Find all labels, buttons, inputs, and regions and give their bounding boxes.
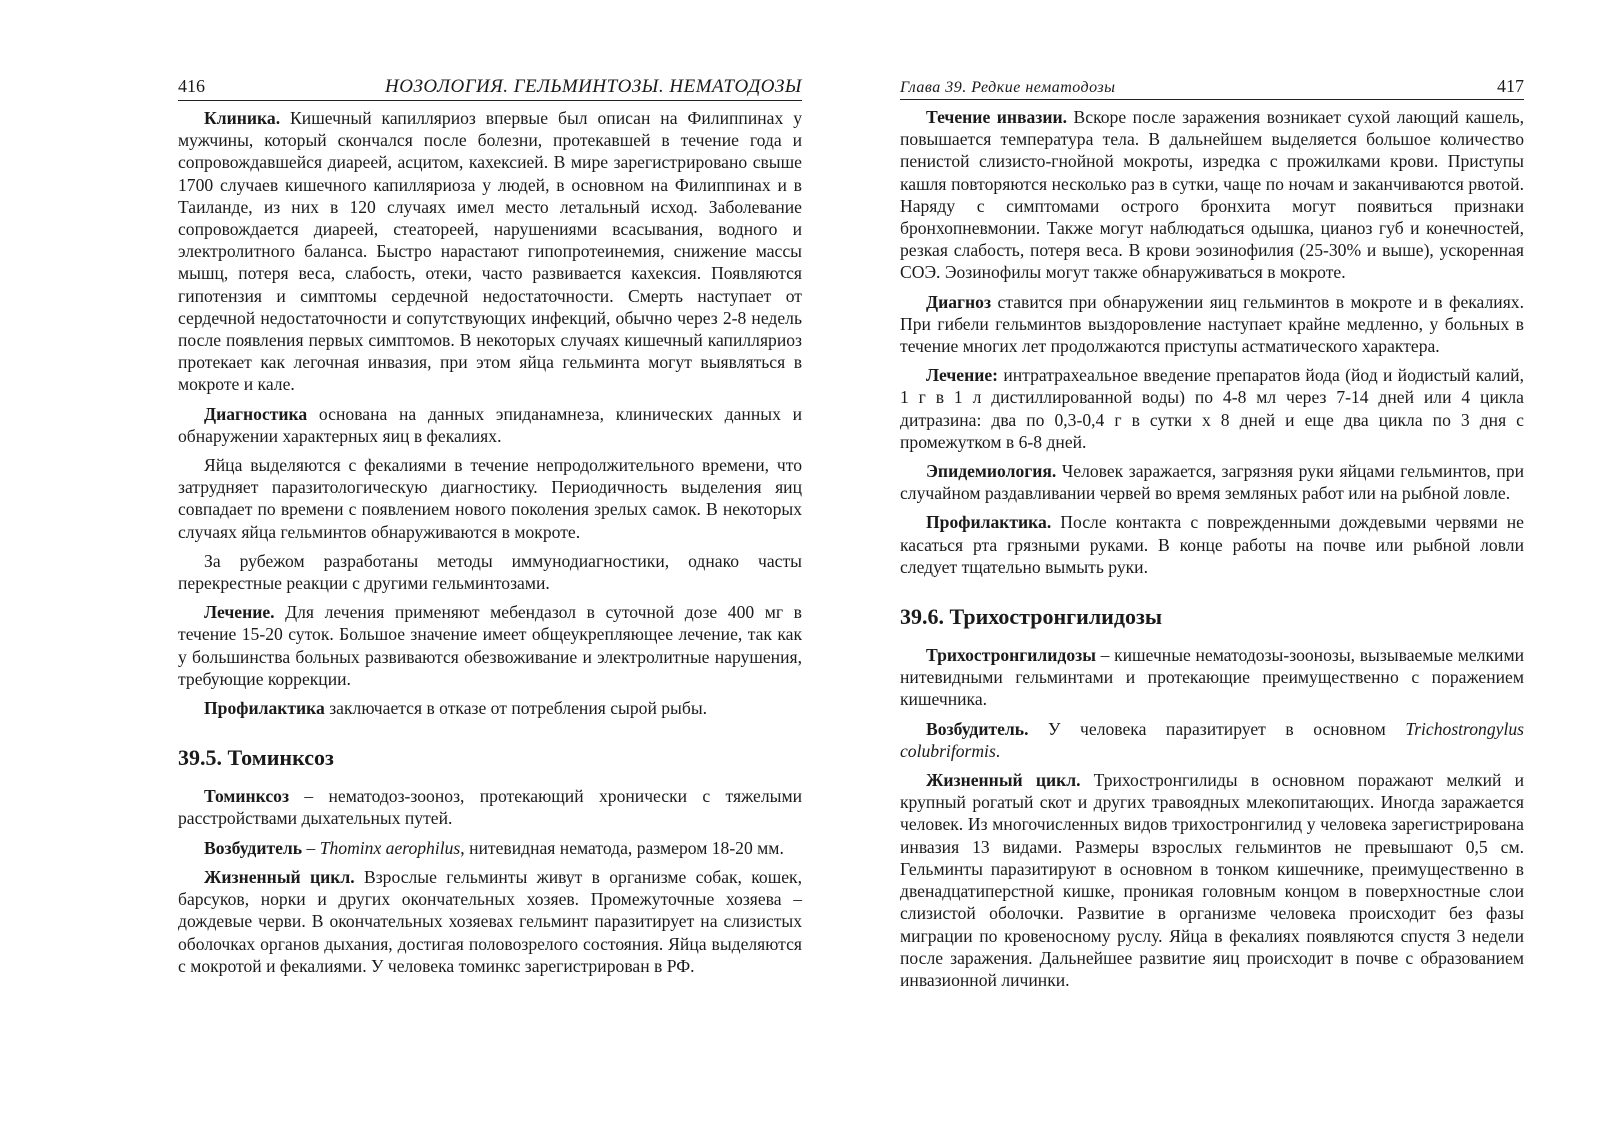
left-page [178,76,802,984]
paragraph-eggs: Яйца выделяются с фекалиями в течение непродолжительного времени, что затрудняет паразитологическую диагностику. Периодичность выделения яиц совпадает по времени с появлением нового поколения зрелых самок. В некоторых случаях яйца гельминтов обнаруживаются в мокроте. [178,455,802,542]
paragraph-treatment: Лечение: интратрахеальное введение препаратов йода (йод и йодистый калий, 1 г в 1 л дистиллированной воды) по 4-8 мл через 7-14 дней или 4 цикла дитразина: два по 0,3-0,4 г в сутки х 8 дней и еще два цикла по 3 дня с промежутком в 6-8 дней. [900,365,1524,452]
running-title: НОЗОЛОГИЯ. ГЕЛЬМИНТОЗЫ. НЕМАТОДОЗЫ [385,76,802,97]
paragraph-treatment: Лечение. Для лечения применяют мебендазол в суточной дозе 400 мг в течение 15-20 суток. Большое значение имеет общеукрепляющее лечение, так как у большинства больных развиваются обезвоживание и электролитные нарушения, требующие коррекции. [178,602,802,689]
paragraph-diagnostics: Диагностика основана на данных эпиданамнеза, клинических данных и обнаружении характерных яиц в фекалиях. [178,403,802,446]
paragraph-diagnosis: Диагноз ставится при обнаружении яиц гельминтов в мокроте и в фекалиях. При гибели гельминтов выздоровление наступает крайне медленно, у больных в течение многих лет продолжаются приступы астматического характера. [900,291,1524,357]
paragraph-life-cycle: Жизненный цикл. Трихостронгилиды в основном поражают мелкий и крупный рогатый скот и других травоядных млекопитающих. Иногда заражается человек. Из многочисленных видов трихостронгилид у человека зарегистрирована инвазия 13 видами. Размеры взрослых гельминтов не превышают 0,5 см. Гельминты паразитируют в основном в тонком кишечнике, преимущественно в двенадцатиперстной кишке, проникая головным концом в поверхностные слои слизистой оболочки. Развитие в организме человека происходит без фазы миграции по кровеносному руслу. Яйца в фекалиях появляются спустя 3 недели после заражения. Дальнейшее развитие яиц происходит в почве с образованием инвазионной личинки. [900,770,1524,990]
left-page-header [178,76,802,101]
paragraph-immunodiagnostics: За рубежом разработаны методы иммунодиагностики, однако часты перекрестные реакции с другими гельминтозами. [178,550,802,594]
right-page-header [900,76,1524,100]
paragraph-prophylaxis: Профилактика. После контакта с поврежденными дождевыми червями не касаться рта грязными руками. В конце работы на почве или рыбной ловли следует тщательно вымыть руки. [900,512,1524,577]
paragraph-definition: Трихостронгилидозы – кишечные нематодозы-зоонозы, вызываемые мелкими нитевидными гельминтами и протекающие преимущественно с поражением кишечника. [900,645,1524,710]
page-number: 416 [178,76,205,96]
paragraph-epidemiology: Эпидемиология. Человек заражается, загрязняя руки яйцами гельминтов, при случайном раздавливании червей во время земляных работ или на рыбной ловле. [900,461,1524,504]
paragraph-prophylaxis: Профилактика заключается в отказе от потребления сырой рыбы. [204,698,708,719]
section-heading: 39.6. Трихостронгилидозы [900,604,1162,630]
paragraph-definition: Томинксоз – нематодоз-зооноз, протекающий хронически с тяжелыми расстройствами дыхательных путей. [178,786,802,829]
paragraph-course: Течение инвазии. Вскоре после заражения возникает сухой лающий кашель, повышается температура тела. В дальнейшем выделяется большое количество пенистой слизисто-гнойной мокроты, изредка с прожилками крови. Приступы кашля повторяются несколько раз в сутки, чаще по ночам и заканчиваются рвотой. Наряду с симптомами острого бронхита могут появиться признаки бронхопневмонии. Также могут наблюдаться одышка, цианоз губ и конечностей, резкая слабость, потеря веса. В крови эозинофилия (25-30% и выше), ускоренная СОЭ. Эозинофилы могут также обнаруживаться в мокроте. [900,107,1524,283]
running-title: Глава 39. Редкие нематодозы [900,79,1116,96]
paragraph-pathogen: Возбудитель – Thominx aerophilus, нитевидная нематода, размером 18-20 мм. [204,837,784,858]
paragraph-pathogen: Возбудитель. У человека паразитирует в основном Trichostrongylus colubriformis. [900,718,1524,761]
section-heading: 39.5. Томинксоз [178,745,334,771]
paragraph-clinic: Клиника. Кишечный капилляриоз впервые был описан на Филиппинах у мужчины, который скончался после болезни, протекавшей в течение года и сопровождавшейся диареей, асцитом, кахексией. В мире зарегистрировано свыше 1700 случаев кишечного капилляриоза у людей, в основном на Филиппинах и в Таиланде, из них в 120 случаях имел место летальный исход. Заболевание сопровождается диареей, стеатореей, нарушениями всасывания, водного и электролитного баланса. Быстро нарастают гипопротеинемия, снижение массы мышц, потеря веса, слабость, отеки, часто развивается кахексия. Появляются гипотензия и симптомы сердечной недостаточности. Смерть наступает от сердечной недостаточности и сопутствующих инфекций, обычно через 2-8 недель после появления первых симптомов. В некоторых случаях кишечный капилляриоз протекает как легочная инвазия, при этом яйца гельминта могут выявляться в мокроте и кале. [178,108,802,395]
right-page [900,76,1524,998]
paragraph-life-cycle: Жизненный цикл. Взрослые гельминты живут в организме собак, кошек, барсуков, норки и других окончательных хозяев. Промежуточные хозяева – дождевые черви. В окончательных хозяевах гельминт паразитирует на слизистых оболочках органов дыхания, достигая половозрелого состояния. Яйца выделяются с мокротой и фекалиями. У человека томинкс зарегистрирован в РФ. [178,866,802,976]
page-number: 417 [1497,76,1524,96]
